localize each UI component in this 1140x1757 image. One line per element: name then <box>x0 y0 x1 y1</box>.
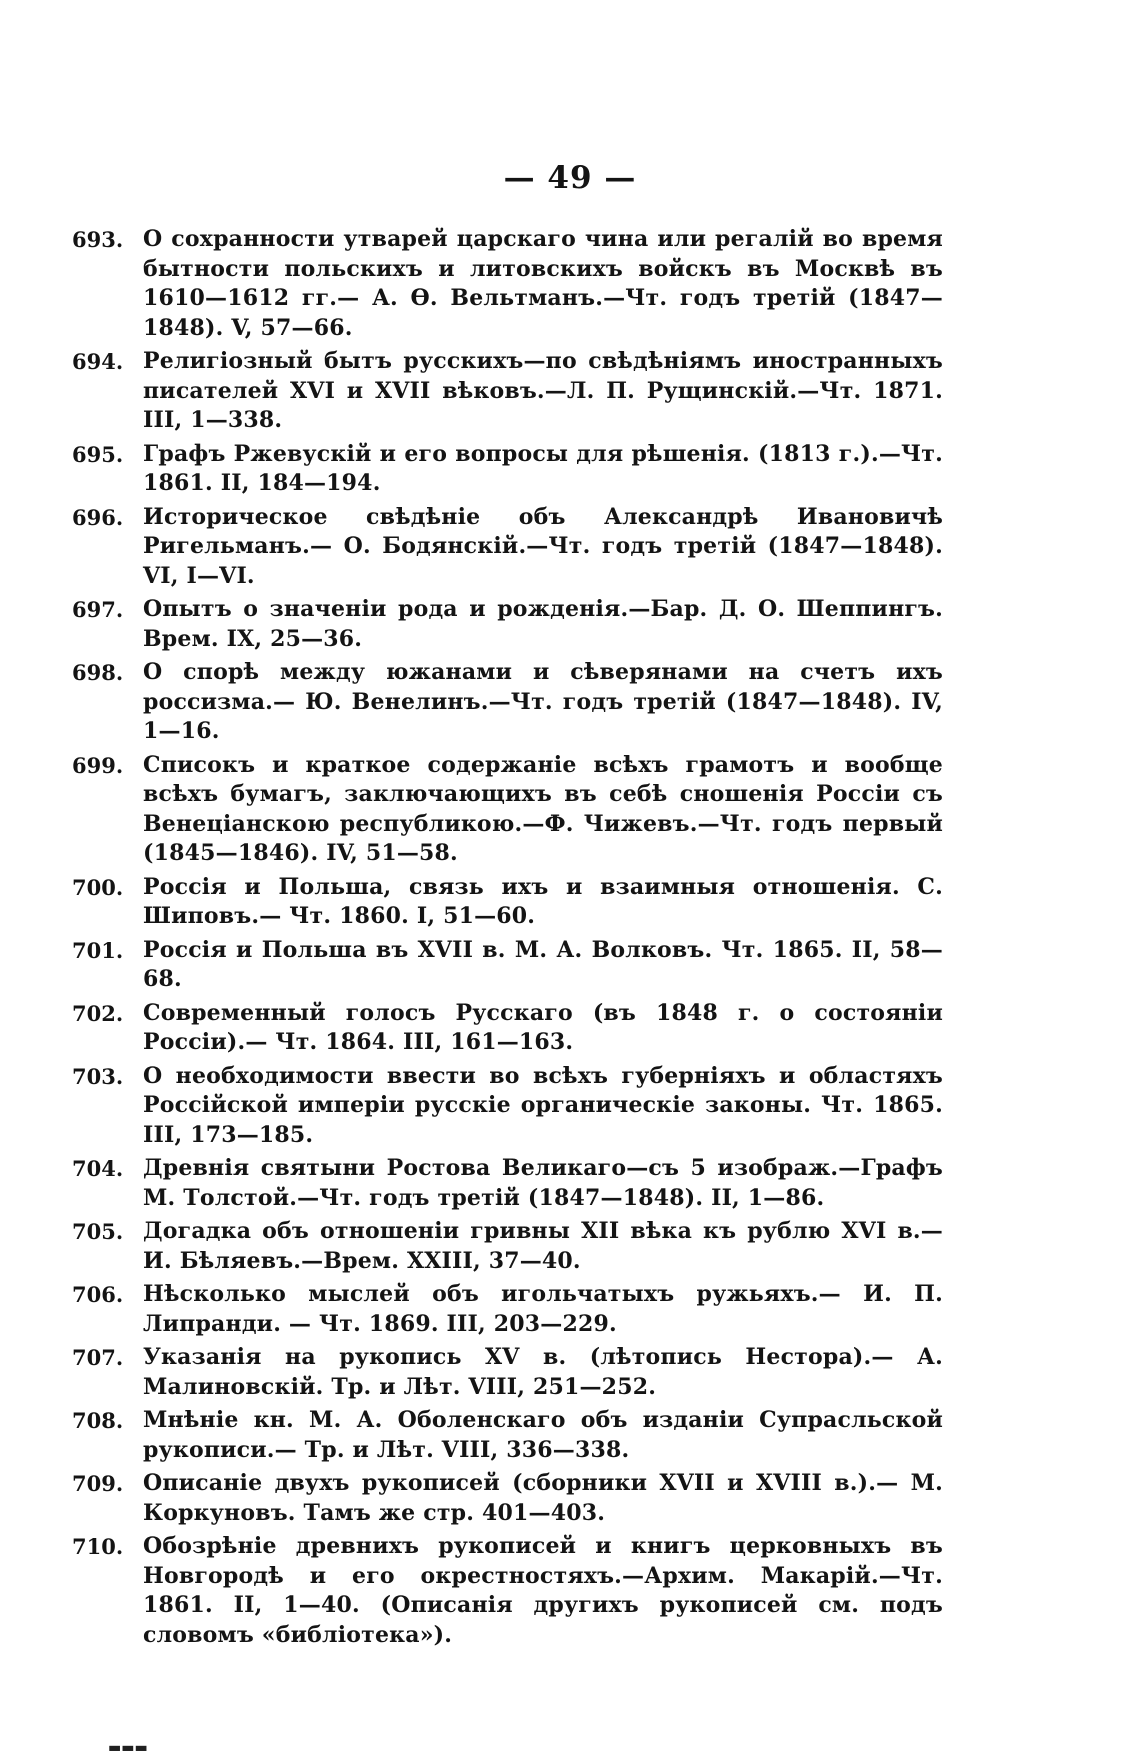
entry-number: 698. <box>72 660 124 685</box>
footer-mark: ▬▬▬ <box>108 1740 148 1756</box>
entry-number: 697. <box>72 597 124 622</box>
entry-number: 695. <box>72 441 124 467</box>
entry-705 <box>0 1217 1140 1276</box>
entry-number: 694. <box>72 349 124 374</box>
entry-number: 693. <box>72 227 124 252</box>
entry-number: 704. <box>72 1156 124 1181</box>
entry-text: Нѣсколько мыслей объ игольчатыхъ ружьяхъ.— И. П. Липранди. — Чт. 1869. III, 203—229. <box>143 1281 943 1337</box>
entry-text: Указанія на рукопись XV в. (лѣтопись Нестора).— А. Малиновскій. Тр. и Лѣт. VIII, 251—252. <box>143 1344 943 1400</box>
entry-number: 706. <box>72 1282 124 1307</box>
entry-text: Графъ Ржевускій и его вопросы для рѣшенія. (1813 г.).—Чт. 1861. II, 184—194. <box>143 440 943 496</box>
entry-text: Опытъ о значеніи рода и рожденія.—Бар. Д. О. Шеппингъ. Врем. IX, 25—36. <box>143 596 943 652</box>
entry-text: Описаніе двухъ рукописей (сборники XVII и XVIII в.).— М. Коркуновъ. Тамъ же стр. 401—403. <box>143 1470 943 1526</box>
entry-693 <box>0 225 1140 343</box>
entry-text: Списокъ и краткое содержаніе всѣхъ грамотъ и вообще всѣхъ бумагъ, заключающихъ въ себѣ сношенія Россіи съ Венеціанскою республикою.—Ф. Чижевъ.—Чт. годъ первый (1845—1846). IV, 51—58. <box>143 751 943 866</box>
entry-694 <box>0 347 1140 436</box>
entry-text: Обозрѣніе древнихъ рукописей и книгъ церковныхъ въ Новгородѣ и его окрестностяхъ.—Архим. Макарій.—Чт. 1861. II, 1—40. (Описанія другихъ рукописей см. подъ словомъ «библіотека»). <box>143 1533 943 1648</box>
entry-text: Религіозный бытъ русскихъ—по свѣдѣніямъ иностранныхъ писателей XVI и XVII вѣковъ.—Л. П. Рущинскій.—Чт. 1871. III, 1—338. <box>143 348 943 433</box>
entry-703 <box>0 1062 1140 1151</box>
entry-text: О необходимости ввести во всѣхъ губерніяхъ и областяхъ Россійской имперіи русскіе органическіе законы. Чт. 1865. III, 173—185. <box>143 1062 943 1148</box>
entry-706 <box>0 1280 1140 1339</box>
entry-text: Догадка объ отношеніи гривны XII вѣка къ рублю XVI в.—И. Бѣляевъ.—Врем. XXIII, 37—40. <box>143 1218 943 1274</box>
entry-697 <box>0 595 1140 654</box>
entry-702 <box>0 999 1140 1058</box>
page-number: — 49 — <box>503 160 637 196</box>
entry-number: 700. <box>72 874 124 900</box>
entry-708 <box>0 1406 1140 1465</box>
entry-text: О спорѣ между южанами и сѣверянами на счетъ ихъ россизма.— Ю. Венелинъ.—Чт. годъ третій (1847—1848). IV, 1—16. <box>143 659 943 744</box>
entry-695 <box>0 440 1140 499</box>
entry-number: 707. <box>72 1345 124 1370</box>
entry-text: Россія и Польша, связь ихъ и взаимныя отношенія. С. Шиповъ.— Чт. 1860. I, 51—60. <box>143 873 943 929</box>
entry-number: 709. <box>72 1471 124 1496</box>
entry-number: 699. <box>72 752 124 778</box>
entry-text: Россія и Польша въ XVII в. М. А. Волковъ. Чт. 1865. II, 58—68. <box>143 936 943 992</box>
entry-number: 705. <box>72 1219 124 1244</box>
entry-698 <box>0 658 1140 747</box>
entry-number: 703. <box>72 1063 124 1089</box>
entry-699 <box>0 751 1140 869</box>
bibliography-list <box>0 225 1140 1654</box>
entry-text: О сохранности утварей царскаго чина или регалій во время бытности польскихъ и литовскихъ войскъ въ Москвѣ въ 1610—1612 гг.— А. Ѳ. Вельтманъ.—Чт. годъ третій (1847—1848). V, 57—66. <box>143 226 943 341</box>
entry-number: 702. <box>72 1000 124 1026</box>
entry-number: 710. <box>72 1534 124 1559</box>
entry-707 <box>0 1343 1140 1402</box>
entry-number: 701. <box>72 937 124 963</box>
entry-710 <box>0 1532 1140 1650</box>
entry-704 <box>0 1154 1140 1213</box>
entry-696 <box>0 503 1140 592</box>
entry-701 <box>0 936 1140 995</box>
entry-700 <box>0 873 1140 932</box>
entry-text: Древнія святыни Ростова Великаго—съ 5 изображ.—Графъ М. Толстой.—Чт. годъ третій (1847—1848). II, 1—86. <box>143 1155 943 1211</box>
entry-number: 708. <box>72 1408 124 1433</box>
entry-709 <box>0 1469 1140 1528</box>
entry-number: 696. <box>72 504 124 530</box>
entry-text: Историческое свѣдѣніе объ Александрѣ Ивановичѣ Ригельманъ.— О. Бодянскій.—Чт. годъ третій (1847—1848). VI, I—VI. <box>143 503 943 589</box>
entry-text: Мнѣніе кн. М. А. Оболенскаго объ изданіи Супрасльской рукописи.— Тр. и Лѣт. VIII, 336—338. <box>143 1407 943 1463</box>
entry-text: Современный голосъ Русскаго (въ 1848 г. о состояніи Россіи).— Чт. 1864. III, 161—163. <box>143 999 943 1055</box>
